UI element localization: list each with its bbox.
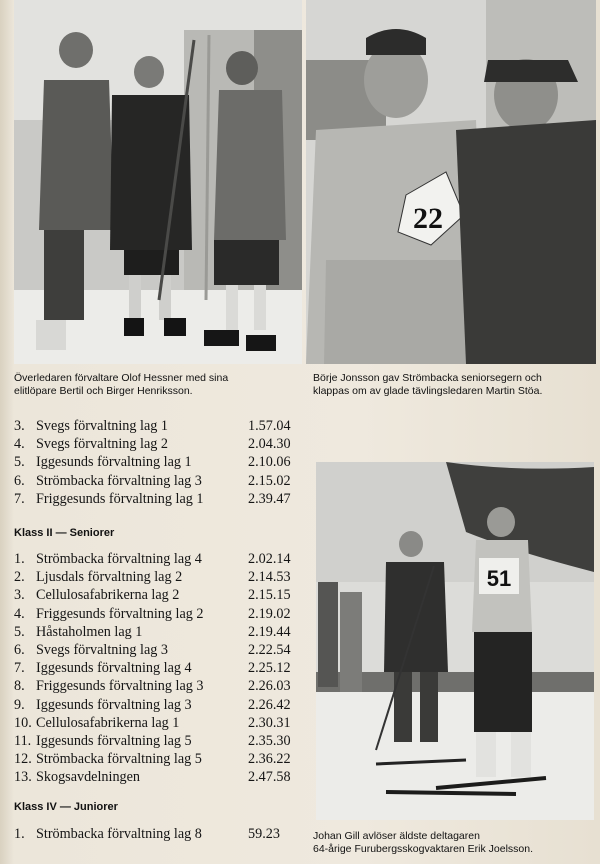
place-number: 5. [14, 623, 25, 640]
result-row [14, 586, 299, 604]
finish-time: 1.57.04 [248, 418, 291, 434]
finish-time: 2.04.30 [248, 436, 291, 453]
team-name: Friggesunds förvaltning lag 1 [36, 490, 204, 507]
finish-time: 2.02.14 [248, 551, 291, 567]
caption-line: Börje Jonsson gav Strömbacka seniorsegern och [313, 372, 542, 384]
place-number: 3. [14, 418, 25, 434]
results-continued [14, 417, 299, 508]
place-number: 8. [14, 678, 25, 695]
team-name: Ljusdals förvaltning lag 2 [36, 569, 183, 586]
finish-time: 2.22.54 [248, 641, 291, 658]
team-name: Friggesunds förvaltning lag 3 [36, 678, 204, 695]
result-row [14, 641, 299, 659]
place-number: 6. [14, 472, 25, 489]
result-row [14, 677, 299, 695]
place-number: 4. [14, 605, 25, 622]
result-row [14, 750, 299, 768]
team-name: Strömbacka förvaltning lag 5 [36, 751, 202, 768]
result-row [14, 568, 299, 586]
caption-top-left [14, 372, 304, 398]
finish-time: 2.15.02 [248, 472, 291, 489]
finish-time: 59.23 [248, 826, 280, 842]
team-name: Iggesunds förvaltning lag 5 [36, 732, 192, 749]
finish-time: 2.36.22 [248, 751, 291, 768]
place-number: 9. [14, 696, 25, 713]
result-row [14, 453, 299, 471]
team-name: Iggesunds förvaltning lag 3 [36, 696, 192, 713]
place-number: 5. [14, 454, 25, 471]
team-name: Iggesunds förvaltning lag 4 [36, 660, 192, 677]
caption-line: Johan Gill avlöser äldste deltagaren [313, 830, 480, 842]
caption-top-right [313, 372, 600, 398]
caption-line: 64-årige Furubergsskogvaktaren Erik Joelsson. [313, 843, 534, 855]
result-row [14, 472, 299, 490]
finish-time: 2.15.15 [248, 587, 291, 604]
photo-relay-handover [316, 462, 594, 820]
result-row [14, 435, 299, 453]
place-number: 6. [14, 641, 25, 658]
finish-time: 2.19.02 [248, 605, 291, 622]
result-row [14, 714, 299, 732]
result-row [14, 696, 299, 714]
place-number: 7. [14, 490, 25, 507]
place-number: 12. [14, 751, 32, 768]
finish-time: 2.25.12 [248, 660, 291, 677]
place-number: 10. [14, 714, 32, 731]
result-row [14, 417, 299, 435]
team-name: Strömbacka förvaltning lag 4 [36, 551, 202, 567]
team-name: Strömbacka förvaltning lag 8 [36, 826, 202, 842]
result-row [14, 605, 299, 623]
caption-line: Överledaren förvaltare Olof Hessner med sina [14, 372, 229, 384]
result-row [14, 623, 299, 641]
team-name: Strömbacka förvaltning lag 3 [36, 472, 202, 489]
section-heading-class-4: Klass IV — Juniorer [14, 801, 118, 813]
team-name: Håstaholmen lag 1 [36, 623, 143, 640]
result-row [14, 490, 299, 508]
result-row [14, 768, 299, 786]
team-name: Svegs förvaltning lag 2 [36, 436, 169, 453]
place-number: 1. [14, 826, 25, 842]
place-number: 1. [14, 551, 25, 567]
finish-time: 2.35.30 [248, 732, 291, 749]
team-name: Cellulosafabrikerna lag 2 [36, 587, 180, 604]
team-name: Svegs förvaltning lag 1 [36, 418, 169, 434]
finish-time: 2.26.42 [248, 696, 291, 713]
team-name: Svegs förvaltning lag 3 [36, 641, 169, 658]
result-row [14, 732, 299, 750]
photo-winner-with-race-leader [306, 0, 596, 364]
finish-time: 2.10.06 [248, 454, 291, 471]
finish-time: 2.39.47 [248, 490, 291, 507]
result-row [14, 659, 299, 677]
bib-number-51: 51 [486, 566, 512, 591]
caption-line: elitlöpare Bertil och Birger Henriksson. [14, 385, 193, 397]
caption-line: klappas om av glade tävlingsledaren Martin Stöa. [313, 385, 543, 397]
team-name: Skogsavdelningen [36, 769, 141, 786]
team-name: Friggesunds förvaltning lag 2 [36, 605, 204, 622]
results-class-2 [14, 550, 299, 786]
finish-time: 2.47.58 [248, 769, 291, 786]
results-class-4 [14, 825, 299, 843]
result-row [14, 825, 299, 843]
place-number: 13. [14, 769, 32, 786]
team-name: Cellulosafabrikerna lag 1 [36, 714, 180, 731]
place-number: 4. [14, 436, 25, 453]
bib-number-22: 22 [413, 202, 443, 235]
place-number: 3. [14, 587, 25, 604]
finish-time: 2.30.31 [248, 714, 291, 731]
finish-time: 2.19.44 [248, 623, 291, 640]
place-number: 7. [14, 660, 25, 677]
place-number: 2. [14, 569, 25, 586]
finish-time: 2.14.53 [248, 569, 291, 586]
section-heading-class-2: Klass II — Seniorer [14, 527, 115, 539]
result-row [14, 550, 299, 568]
place-number: 11. [14, 732, 32, 749]
team-name: Iggesunds förvaltning lag 1 [36, 454, 192, 471]
caption-bottom-right [313, 830, 598, 856]
photo-three-men-in-snow [14, 0, 302, 364]
finish-time: 2.26.03 [248, 678, 291, 695]
